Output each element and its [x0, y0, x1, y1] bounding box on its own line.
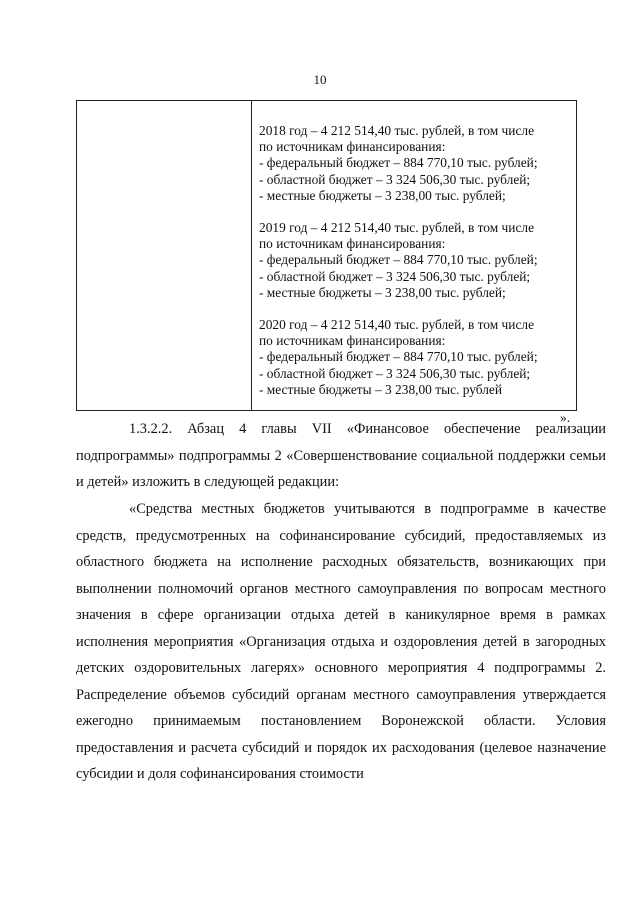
financing-table	[76, 100, 577, 411]
local-budget-line: - местные бюджеты – 3 238,00 тыс. рублей;	[259, 187, 506, 203]
year-block-2019	[259, 220, 571, 301]
regional-budget-line: - областной бюджет – 3 324 506,30 тыс. рублей;	[259, 171, 531, 187]
sources-line: по источникам финансирования:	[259, 333, 446, 349]
closing-quote: ».	[560, 410, 571, 425]
year-total-line: 2019 год – 4 212 514,40 тыс. рублей, в том числе	[259, 220, 535, 236]
year-total-line: 2018 год – 4 212 514,40 тыс. рублей, в том числе	[259, 123, 535, 138]
regional-budget-line: - областной бюджет – 3 324 506,30 тыс. рублей;	[259, 365, 531, 381]
regional-budget-line: - областной бюджет – 3 324 506,30 тыс. рублей;	[259, 268, 531, 284]
amendment-paragraph: 1.3.2.2. Абзац 4 главы VII «Финансовое обеспечение реализации подпрограммы» подпрограммы 2 «Совершенствование социальной поддержки семьи и детей» изложить в следующей редакции:	[76, 421, 606, 490]
local-budget-line: - местные бюджеты – 3 238,00 тыс. рублей;	[259, 284, 506, 300]
table-column-divider	[251, 101, 252, 410]
quoted-text-paragraph: «Средства местных бюджетов учитываются в подпрограмме в качестве средств, предусмотренных на софинансирование субсидий, предоставляемых из областного бюджета на исполнение расходных обязательств, возникающих при выполнении полномочий органов местного самоуправления по вопросам местного значения в сфере организации отдыха детей в каникулярное время в рамках исполнения мероприятия «Организация отдыха и оздоровления детей в загородных детских оздоровительных лагерях» основного мероприятия 4 подпрограммы 2. Распределение объемов субсидий органам местного самоуправления утверждается ежегодно принимаемым постановлением Воронежской области. Условия предоставления и расчета субсидий и порядок их расходования (целевое назначение субсидии и доля софинансирования стоимости	[76, 501, 606, 782]
sources-line: по источникам финансирования:	[259, 236, 446, 252]
federal-budget-line: - федеральный бюджет – 884 770,10 тыс. рублей;	[259, 252, 538, 268]
financing-cell	[259, 123, 571, 414]
local-budget-line: - местные бюджеты – 3 238,00 тыс. рублей	[259, 381, 503, 397]
year-block-2020	[259, 317, 571, 398]
federal-budget-line: - федеральный бюджет – 884 770,10 тыс. рублей;	[259, 155, 538, 171]
year-block-2018	[259, 123, 571, 204]
page-number: 10	[313, 72, 327, 87]
year-total-line: 2020 год – 4 212 514,40 тыс. рублей, в том числе	[259, 317, 535, 333]
federal-budget-line: - федеральный бюджет – 884 770,10 тыс. рублей;	[259, 349, 538, 365]
sources-line: по источникам финансирования:	[259, 139, 446, 155]
